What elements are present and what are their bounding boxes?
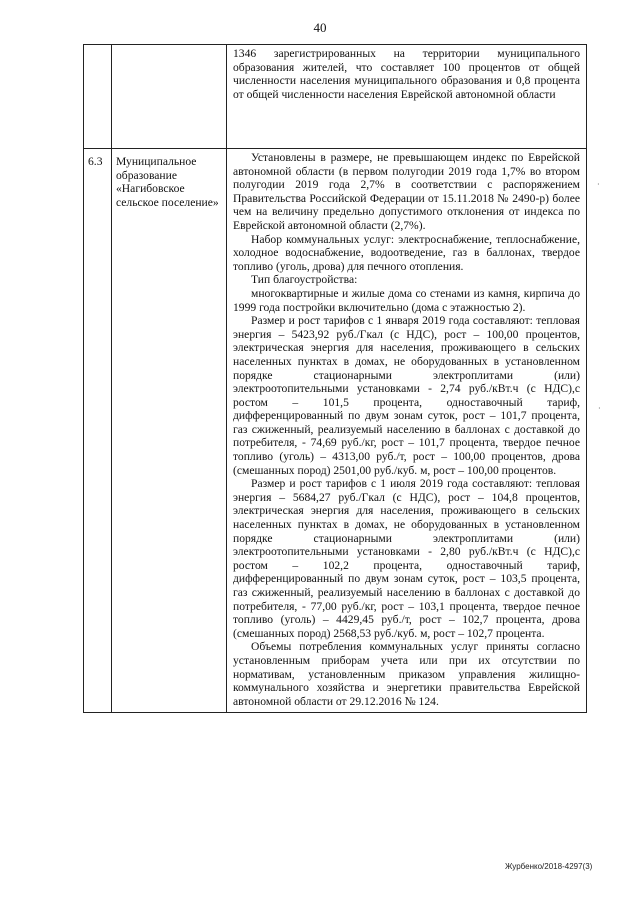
paragraph: 1346 зарегистрированных на территории муниципального образования жителей, что составляет 100 процентов от общей численности населения муниципального образования и 0,8 процента от общей численности населения Еврейской автономной области	[233, 47, 580, 101]
tariff-table	[83, 44, 587, 713]
scan-speck: ·	[597, 180, 600, 189]
description-cell	[227, 149, 587, 713]
paragraph: Установлены в размере, не превышающем индекс по Еврейской автономной области (в первом полугодии 2019 года 1,7% во втором полугодии 2019 года 2,7% в соответствии с распоряжением Правительства Российской Федерации от 15.11.2018 № 2490-р) более чем на величину предельно допустимого отклонения от индекса по Еврейской автономной области (2,7%).	[233, 151, 580, 232]
paragraph: Набор коммунальных услуг: электроснабжение, теплоснабжение, холодное водоснабжение, водоотведение, газ в баллонах, твердое топливо (уголь, дрова) для печного отопления.	[233, 232, 580, 273]
municipality-name-cell	[112, 45, 227, 149]
document-code: Журбенко/2018-4297(3)	[505, 862, 593, 871]
table-row	[84, 45, 587, 149]
description-cell	[227, 45, 587, 149]
paragraph: Тип благоустройства:	[251, 273, 358, 287]
paragraph: Объемы потребления коммунальных услуг приняты согласно установленным приборам учета или при их отсутствии по нормативам, установленным приказом управления жилищно-коммунального хозяйства и энергетики правительства Еврейской автономной области от 29.12.2016 № 124.	[233, 640, 580, 708]
paragraph: многоквартирные и жилые дома со стенами из камня, кирпича до 1999 года постройки включительно (дома с этажностью 2).	[233, 286, 580, 314]
paragraph: Размер и рост тарифов с 1 января 2019 года составляют: тепловая энергия – 5423,92 руб./Гкал (с НДС), рост – 100,00 процентов, электрическая энергия для населения, проживающего в сельских населенных пунктах в домах, не оборудованных в установленном порядке стационарными электроплитами (или) электроотопительными установками - 2,74 руб./кВт.ч (с НДС),с ростом – 101,5 процента, одноставочный тариф, дифференцированный по двум зонам суток, рост – 101,7 процента, газ сжиженный, реализуемый населению в баллонах с доставкой до потребителя, - 74,69 руб./кг, рост – 101,7 процента, твердое печное топливо (уголь) – 4313,00 руб./т, рост – 100,00 процентов, дрова (смешанных пород) 2501,00 руб./куб. м, рост – 100,00 процентов.	[233, 314, 580, 477]
row-number-cell: 6.3	[84, 149, 112, 713]
paragraph: Размер и рост тарифов с 1 июля 2019 года составляют: тепловая энергия – 5684,27 руб./Гкал (с НДС), рост – 104,8 процентов, электрическая энергия для населения, проживающего в сельских населенных пунктах в домах, не оборудованных в установленном порядке стационарными электроплитами (или) электроотопительными установками - 2,80 руб./кВт.ч (с НДС),с ростом – 102,2 процента, одноставочный тариф, дифференцированный по двум зонам суток, рост – 103,5 процента, газ сжиженный, реализуемый населению в баллонах с доставкой до потребителя, - 77,00 руб./кг, рост – 103,1 процента, твердое печное топливо (уголь) – 4429,45 руб./т, рост – 102,7 процента, дрова (смешанных пород) 2568,53 руб./куб. м, рост – 102,7 процента.	[233, 477, 580, 640]
municipality-name-cell: Муниципальное образование «Нагибовское сельское поселение»	[112, 149, 227, 713]
scan-speck: ·	[598, 404, 601, 413]
table-row	[84, 149, 587, 713]
page-number: 40	[313, 20, 327, 35]
row-number-cell	[84, 45, 112, 149]
